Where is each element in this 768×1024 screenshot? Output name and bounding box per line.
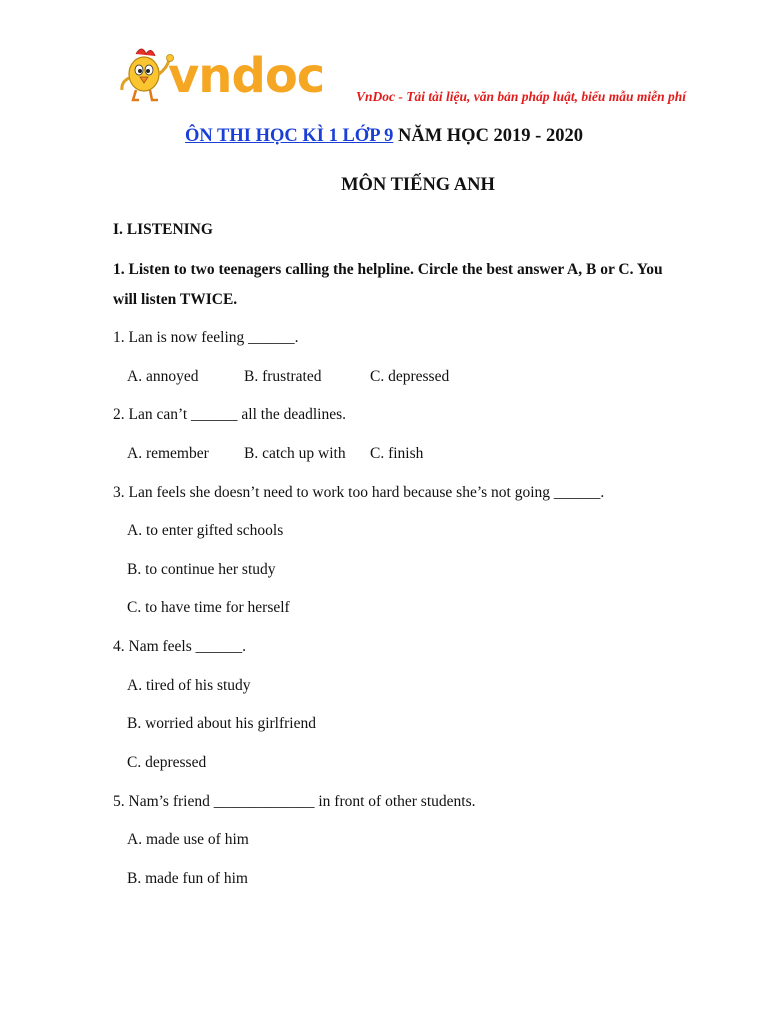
- question-1-option-c[interactable]: C. depressed: [370, 368, 450, 385]
- question-3: 3. Lan feels she doesn’t need to work too hard because she’s not going ______.: [113, 484, 605, 501]
- logo-wordmark: vndoc: [168, 48, 325, 104]
- question-4-option-b[interactable]: B. worried about his girlfriend: [127, 715, 316, 732]
- page-title: [0, 126, 768, 147]
- question-3-option-c[interactable]: C. to have time for herself: [127, 599, 290, 616]
- title-year: NĂM HỌC 2019 - 2020: [393, 126, 583, 146]
- question-3-option-a[interactable]: A. to enter gifted schools: [127, 522, 284, 539]
- title-link[interactable]: ÔN THI HỌC KÌ 1 LỚP 9: [185, 126, 394, 146]
- question-2-option-c[interactable]: C. finish: [370, 445, 424, 462]
- question-5: 5. Nam’s friend _____________ in front of other students.: [113, 793, 476, 810]
- vndoc-logo[interactable]: [116, 44, 326, 108]
- question-2-option-b[interactable]: B. catch up with: [244, 445, 346, 462]
- section-heading: I. LISTENING: [113, 221, 213, 238]
- subject-heading: MÔN TIẾNG ANH: [341, 175, 495, 195]
- question-4: 4. Nam feels ______.: [113, 638, 247, 655]
- question-5-option-a[interactable]: A. made use of him: [127, 831, 249, 848]
- instruction-line-1: 1. Listen to two teenagers calling the helpline. Circle the best answer A, B or C. You: [113, 261, 663, 278]
- question-1-option-b[interactable]: B. frustrated: [244, 368, 322, 385]
- question-3-option-b[interactable]: B. to continue her study: [127, 561, 276, 578]
- question-2: 2. Lan can’t ______ all the deadlines.: [113, 406, 347, 423]
- question-5-option-b[interactable]: B. made fun of him: [127, 870, 248, 887]
- site-tagline: VnDoc - Tải tài liệu, văn bản pháp luật, biểu mẫu miễn phí: [356, 89, 687, 104]
- question-1: 1. Lan is now feeling ______.: [113, 329, 299, 346]
- question-2-option-a[interactable]: A. remember: [127, 445, 209, 462]
- question-1-option-a[interactable]: A. annoyed: [127, 368, 199, 385]
- question-4-option-a[interactable]: A. tired of his study: [127, 677, 251, 694]
- question-4-option-c[interactable]: C. depressed: [127, 754, 207, 771]
- instruction-line-2: will listen TWICE.: [113, 291, 238, 308]
